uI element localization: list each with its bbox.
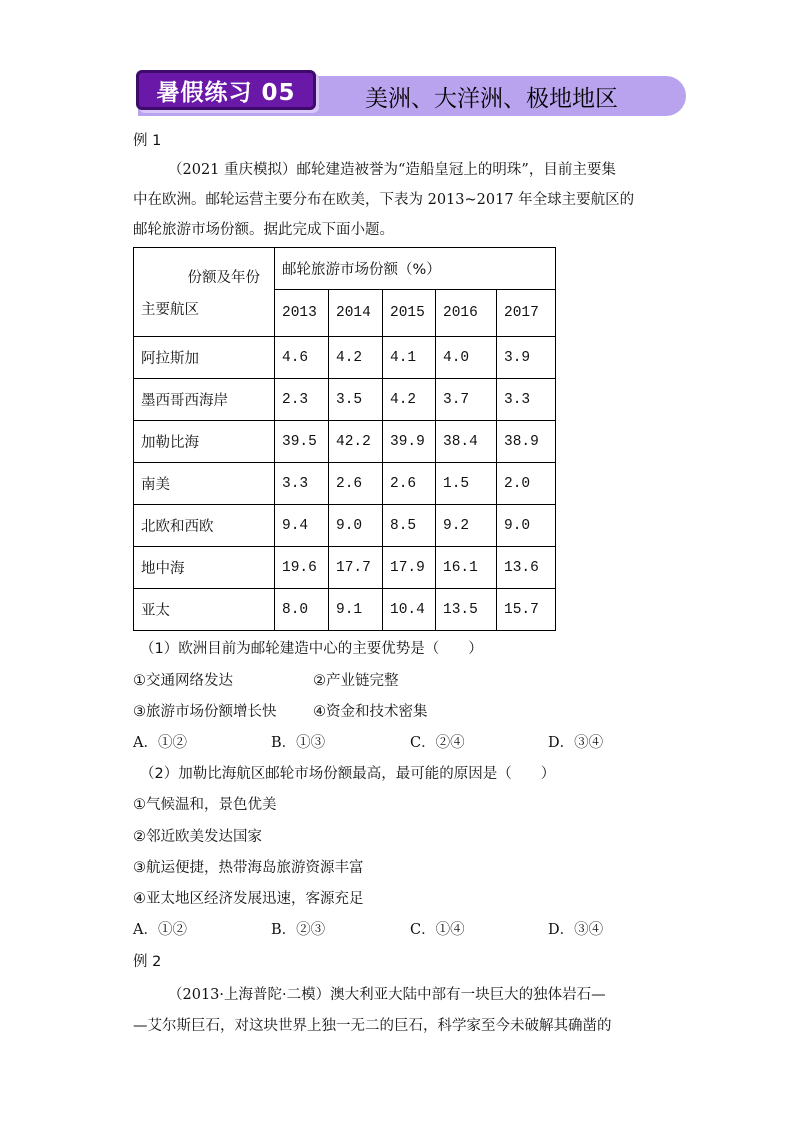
table-row (134, 379, 556, 421)
q2-choice-d[interactable]: D．③④ (548, 922, 604, 938)
page-title: 美洲、大洋洲、极地地区 (365, 86, 618, 112)
region-cell: 阿拉斯加 (134, 337, 275, 379)
value-cell: 8.5 (383, 505, 436, 547)
example1-intro-line2: 中在欧洲。邮轮运营主要分布在欧美，下表为 2013~2017 年全球主要航区的 (133, 192, 635, 208)
q1-choice-c[interactable]: C．②④ (410, 735, 465, 751)
region-cell: 墨西哥西海岸 (134, 379, 275, 421)
value-cell: 9.0 (329, 505, 383, 547)
exercise-tag: 暑假练习 05 (136, 70, 316, 110)
value-cell: 39.9 (383, 421, 436, 463)
example1-intro-line3: 邮轮旅游市场份额。据此完成下面小题。 (133, 222, 394, 238)
value-cell: 15.7 (497, 589, 556, 631)
table-year-header: 2016 (436, 290, 497, 337)
value-cell: 9.1 (329, 589, 383, 631)
value-cell: 2.3 (275, 379, 329, 421)
table-row (134, 421, 556, 463)
value-cell: 4.2 (383, 379, 436, 421)
value-cell: 1.5 (436, 463, 497, 505)
value-cell: 4.1 (383, 337, 436, 379)
value-cell: 13.6 (497, 547, 556, 589)
table-row (134, 547, 556, 589)
value-cell: 4.0 (436, 337, 497, 379)
region-cell: 南美 (134, 463, 275, 505)
q2-choice-b[interactable]: B．②③ (271, 922, 326, 938)
q1-option-2: ②产业链完整 (313, 673, 399, 689)
table-year-header: 2015 (383, 290, 436, 337)
value-cell: 39.5 (275, 421, 329, 463)
q2-choice-c[interactable]: C．①④ (410, 922, 465, 938)
table-year-header: 2013 (275, 290, 329, 337)
q2-option-2: ②邻近欧美发达国家 (133, 829, 262, 845)
q2-option-1: ①气候温和，景色优美 (133, 797, 277, 813)
value-cell: 3.5 (329, 379, 383, 421)
value-cell: 3.9 (497, 337, 556, 379)
value-cell: 3.7 (436, 379, 497, 421)
region-cell: 亚太 (134, 589, 275, 631)
q1-choice-b[interactable]: B．①③ (271, 735, 326, 751)
value-cell: 16.1 (436, 547, 497, 589)
q1-choice-a[interactable]: A．①② (133, 735, 187, 751)
value-cell: 8.0 (275, 589, 329, 631)
value-cell: 9.4 (275, 505, 329, 547)
market-share-table (133, 247, 556, 631)
value-cell: 9.2 (436, 505, 497, 547)
region-cell: 地中海 (134, 547, 275, 589)
table-row (134, 463, 556, 505)
q1-stem: （1）欧洲目前为邮轮建造中心的主要优势是（ ） (140, 641, 483, 657)
table-row (134, 589, 556, 631)
q2-choice-a[interactable]: A．①② (133, 922, 187, 938)
q1-choice-d[interactable]: D．③④ (548, 735, 604, 751)
value-cell: 13.5 (436, 589, 497, 631)
table-row (134, 505, 556, 547)
example2-line2: —艾尔斯巨石，对这块世界上独一无二的巨石，科学家至今未破解其确凿的 (133, 1018, 612, 1034)
value-cell: 17.9 (383, 547, 436, 589)
table-corner-bottom: 主要航区 (141, 302, 199, 318)
value-cell: 19.6 (275, 547, 329, 589)
example2-line1: （2013·上海普陀·二模）澳大利亚大陆中部有一块巨大的独体岩石— (168, 987, 606, 1003)
table-year-header: 2014 (329, 290, 383, 337)
table-corner-top: 份额及年份 (187, 270, 260, 286)
q1-option-4: ④资金和技术密集 (313, 704, 428, 720)
value-cell: 10.4 (383, 589, 436, 631)
table-row (134, 337, 556, 379)
table-corner-cell (134, 248, 275, 337)
value-cell: 3.3 (275, 463, 329, 505)
value-cell: 42.2 (329, 421, 383, 463)
q1-option-3: ③旅游市场份额增长快 (133, 704, 277, 720)
table-year-header: 2017 (497, 290, 556, 337)
value-cell: 3.3 (497, 379, 556, 421)
q2-stem: （2）加勒比海航区邮轮市场份额最高，最可能的原因是（ ） (140, 766, 556, 782)
value-cell: 4.2 (329, 337, 383, 379)
value-cell: 38.4 (436, 421, 497, 463)
value-cell: 2.0 (497, 463, 556, 505)
q2-option-3: ③航运便捷，热带海岛旅游资源丰富 (133, 860, 364, 876)
value-cell: 4.6 (275, 337, 329, 379)
value-cell: 9.0 (497, 505, 556, 547)
region-cell: 北欧和西欧 (134, 505, 275, 547)
table-group-header: 邮轮旅游市场份额（%） (275, 248, 556, 290)
region-cell: 加勒比海 (134, 421, 275, 463)
q1-option-1: ①交通网络发达 (133, 673, 233, 689)
example1-intro-line1: （2021 重庆模拟）邮轮建造被誉为“造船皇冠上的明珠”，目前主要集 (168, 162, 616, 178)
q2-option-4: ④亚太地区经济发展迅速，客源充足 (133, 891, 364, 907)
example1-label: 例 1 (133, 133, 162, 149)
value-cell: 38.9 (497, 421, 556, 463)
value-cell: 2.6 (383, 463, 436, 505)
value-cell: 17.7 (329, 547, 383, 589)
value-cell: 2.6 (329, 463, 383, 505)
example2-label: 例 2 (133, 954, 162, 970)
